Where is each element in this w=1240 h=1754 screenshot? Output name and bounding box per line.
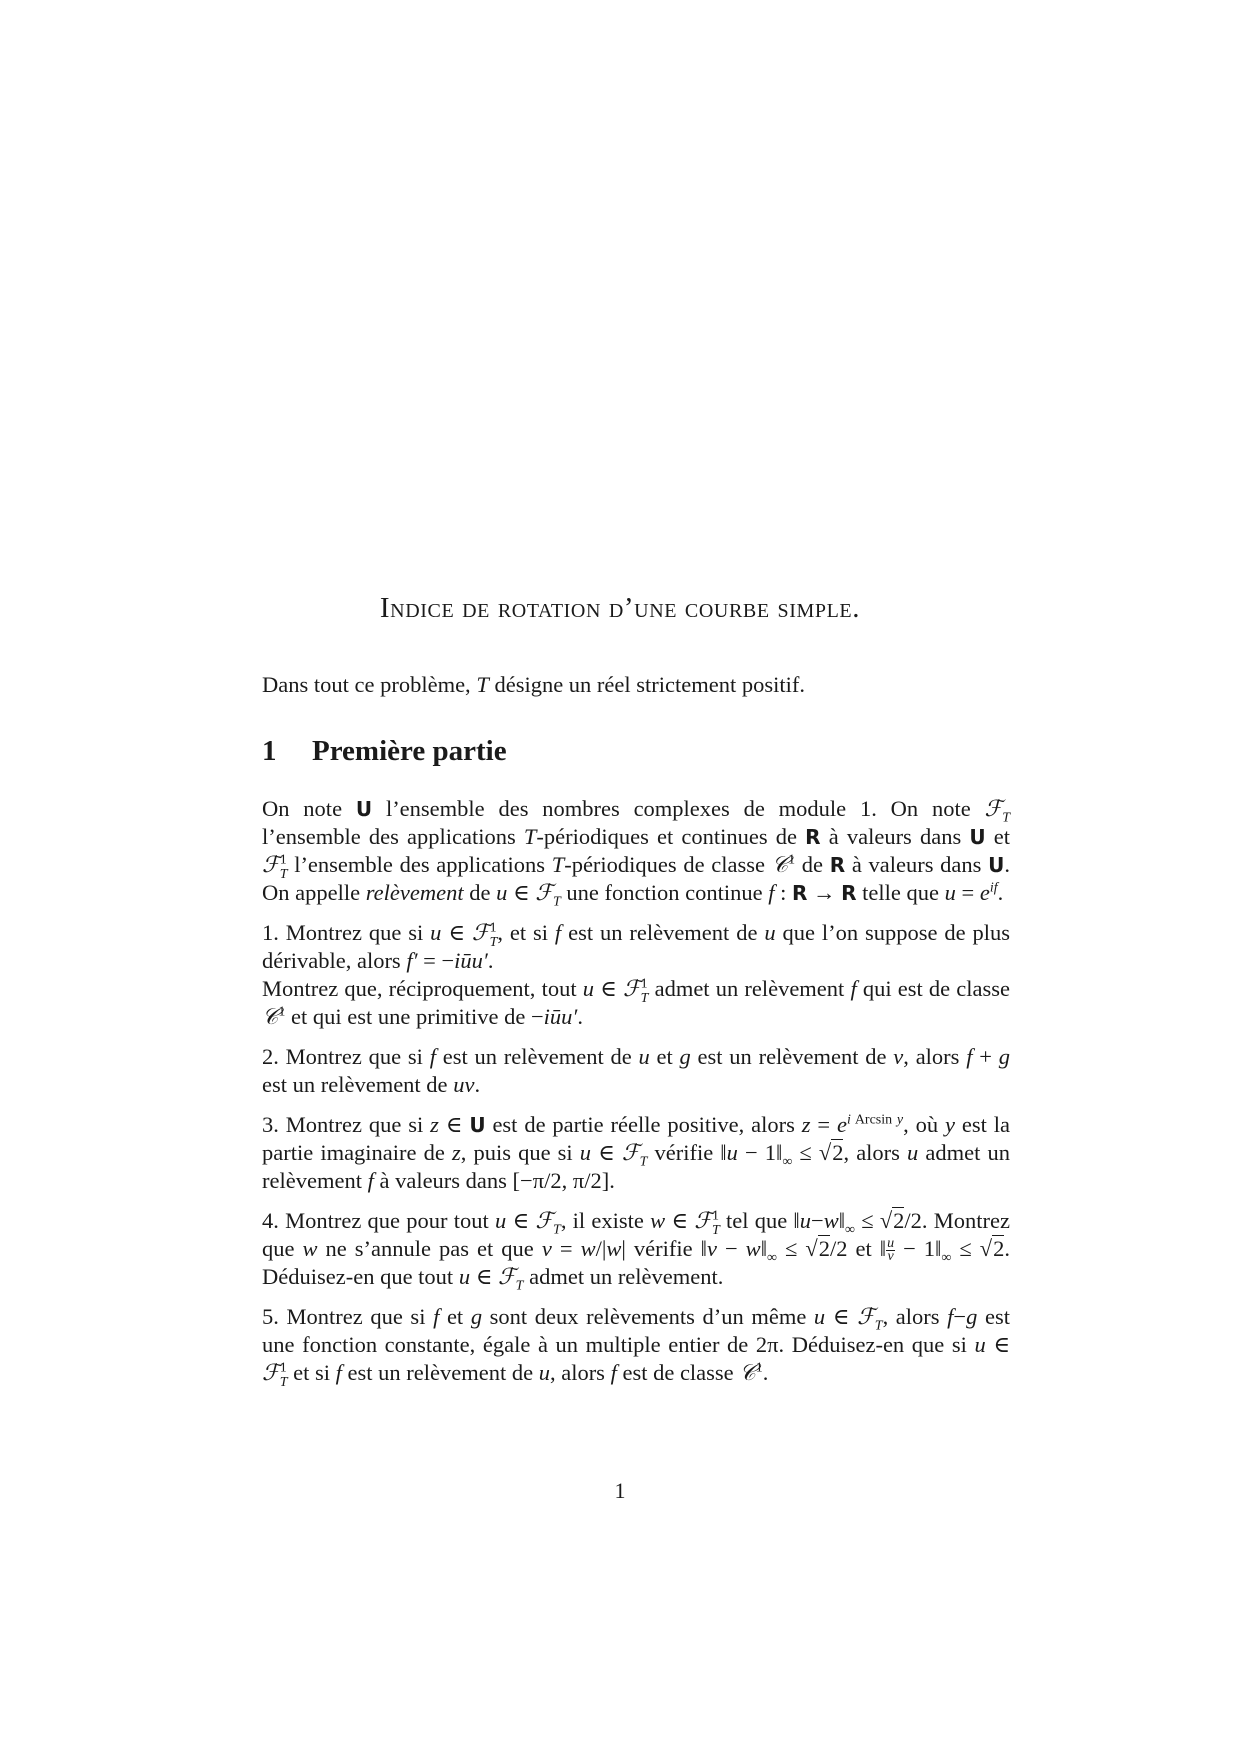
question-2: 2. Montrez que si f est un relèvement de u et g est un relèvement de v, alors f + g est un relèvement de uv. [262,1044,1010,1097]
question-5: 5. Montrez que si f et g sont deux relèvements d’un même u ∈ ℱ$_T$, alors f−g est une fonction constante, égale à un multiple entier de 2π. Déduisez-en que si u ∈ ℱ$^1_T$ et si f est un relèvement de u, alors f est de classe 𝒞$^1$. [262,1304,1010,1390]
question-1: 1. Montrez que si u ∈ ℱ$^1_T$, et si f est un relèvement de u que l’on suppose de plus dérivable, alors f′ = −iūu′. Montrez que, réciproquement, tout u ∈ ℱ$^1_T$ admet un relèvement f qui est de classe 𝒞$^1$ et qui est une primitive de −iūu′. [262,920,1011,1030]
section-heading [262,735,507,768]
intro-text: Dans tout ce problème, T désigne un réel strictement positif. [262,672,805,697]
section-number: 1 [262,735,277,767]
question-4: 4. Montrez que pour tout u ∈ ℱ$_T$, il existe w ∈ ℱ$^1_T$ tel que $‖u-w‖_\infty \le √2/2$. Montrez que w ne s’annule pas et que v = w/|w| vérifie ‖v − $w‖_\infty \le √2/2$ et ‖ $\frac{u}{v}$ − $1‖_\infty \le √2$. Déduisez-en que tout u ∈ ℱ$_T$ admet un relèvement. [262,1208,1010,1294]
document-title: Indice de rotation d’une courbe simple. [379,592,861,624]
problem-body [262,795,1010,1399]
question-3: 3. Montrez que si z ∈ U est de partie réelle positive, alors $z = e^{i Arcsin y}$, où y est la partie imaginaire de z, puis que si u ∈ ℱ$_T$ vérifie ‖u − $1‖_\infty \le √2$, alors u admet un relèvement f à valeurs dans [−π/2, π/2]. [262,1112,1011,1193]
section-title: Première partie [312,735,507,767]
page-number: 1 [614,1478,626,1503]
paragraph-definitions: On note U l’ensemble des nombres complexes de module 1. On note ℱ$_T$ l’ensemble des applications T-périodiques et continues de R à valeurs dans U et ℱ$^1_T$ l’ensemble des applications T-périodiques de classe 𝒞$^1$ de R à valeurs dans U. On appelle relèvement de u ∈ ℱ$_T$ une fonction continue f : R → R telle que $u = e^{if}$. [262,796,1010,910]
